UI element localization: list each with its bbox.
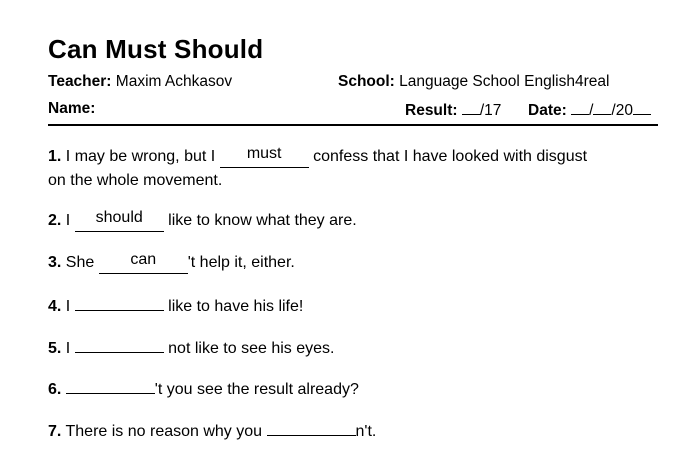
question-number: 7.: [48, 423, 62, 440]
question-number: 6.: [48, 381, 62, 398]
answer-blank[interactable]: [220, 145, 309, 168]
question-5: [48, 334, 658, 361]
question-text-after: 't help it, either.: [187, 254, 295, 271]
answer-text: can: [130, 251, 157, 268]
question-text-before: She: [65, 254, 95, 271]
question-6: [48, 375, 658, 402]
answer-blank[interactable]: [75, 292, 164, 311]
question-text-after: like to know what they are.: [168, 212, 357, 229]
answer-blank[interactable]: [75, 334, 164, 353]
answer-blank[interactable]: [66, 375, 155, 394]
date-label: Date:: [528, 102, 567, 119]
date-month-blank: [593, 99, 611, 115]
question-text-after: like to have his life!: [168, 298, 304, 315]
answer-text: must: [246, 145, 282, 162]
question-text-before: I may be wrong, but I: [65, 148, 216, 165]
school-label: School:: [338, 73, 395, 90]
date-year-blank: [633, 99, 651, 115]
teacher-label: Teacher:: [48, 73, 112, 90]
question-text-before: I: [65, 212, 71, 229]
name-label: Name:: [48, 100, 96, 117]
result-info: [405, 99, 501, 121]
result-label: Result:: [405, 102, 458, 119]
question-number: 2.: [48, 212, 62, 229]
question-number: 3.: [48, 254, 62, 271]
question-1-continuation: [48, 169, 658, 193]
question-text-after: not like to see his eyes.: [168, 340, 335, 357]
header-divider: [48, 124, 658, 126]
question-text-after: 't you see the result already?: [154, 381, 359, 398]
teacher-value: Maxim Achkasov: [115, 73, 233, 90]
page-title: Can Must Should: [48, 34, 264, 64]
question-number: 5.: [48, 340, 62, 357]
question-number: 1.: [48, 148, 62, 165]
result-score-blank: [462, 99, 480, 115]
answer-text: should: [95, 209, 143, 226]
answer-blank[interactable]: [99, 251, 188, 274]
answer-blank[interactable]: [75, 209, 164, 232]
date-year-prefix: /20: [611, 102, 633, 119]
date-day-blank: [571, 99, 589, 115]
date-separator: /: [589, 102, 594, 119]
question-text-after: confess that I have looked with disgust: [313, 148, 588, 165]
question-1: [48, 145, 658, 169]
date-info: [528, 99, 651, 121]
question-3: [48, 251, 658, 275]
school-info: [338, 72, 609, 92]
answer-blank[interactable]: [267, 417, 356, 436]
question-4: [48, 292, 658, 319]
question-7: [48, 417, 658, 444]
question-text-after: n't.: [355, 423, 377, 440]
result-total: /17: [479, 102, 502, 119]
question-2: [48, 209, 658, 233]
question-number: 4.: [48, 298, 62, 315]
teacher-info: [48, 72, 232, 92]
question-text-before: I: [65, 298, 71, 315]
school-value: Language School English4real: [399, 73, 610, 90]
question-text-before: There is no reason why you: [65, 423, 263, 440]
question-text-continuation: on the whole movement.: [48, 172, 223, 189]
question-text-before: I: [65, 340, 71, 357]
